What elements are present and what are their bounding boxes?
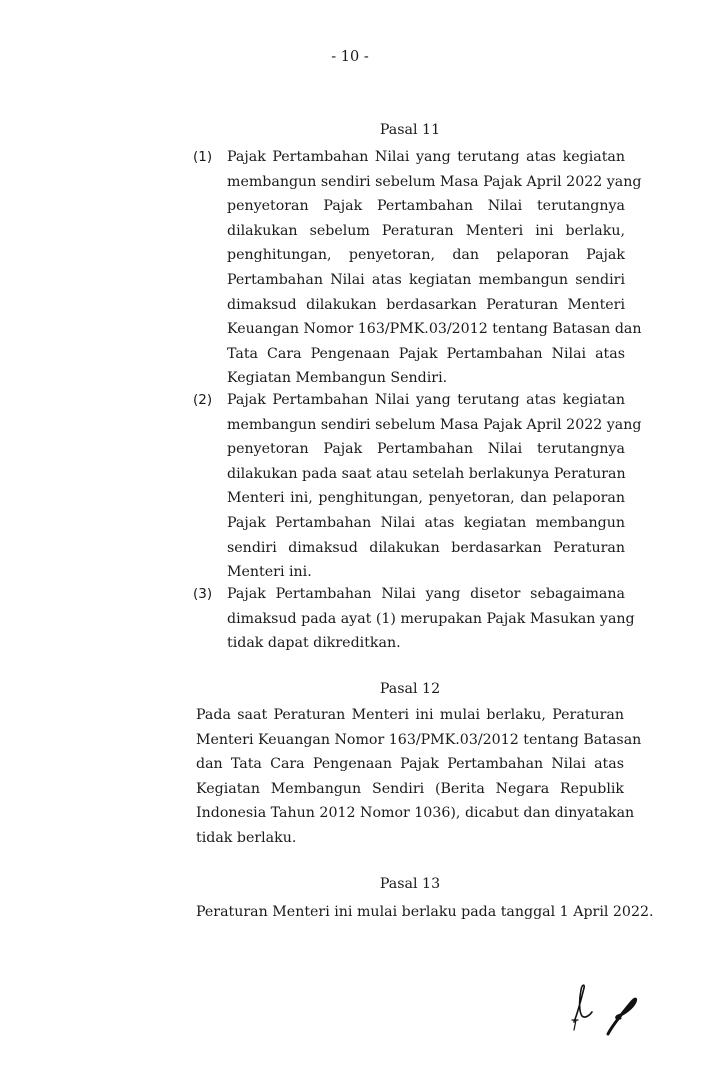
text-line: Pertambahan Nilai atas kegiatan membangun sendiri	[227, 271, 625, 288]
ayat-text	[227, 145, 642, 391]
pasal-11-ayat-1	[193, 145, 642, 391]
text-line: Pajak Pertambahan Nilai yang disetor sebagaimana	[227, 586, 625, 602]
text-line: dilakukan pada saat atau setelah berlakunya Peraturan	[227, 465, 626, 482]
signature-initials-icon	[560, 982, 650, 1038]
text-line: Pajak Pertambahan Nilai yang terutang atas kegiatan	[227, 149, 625, 165]
text-line: membangun sendiri sebelum Masa Pajak April 2022 yang	[227, 416, 642, 433]
text-line: dimaksud dilakukan berdasarkan Peraturan Menteri	[227, 296, 625, 313]
pasal-13-heading: Pasal 13	[379, 876, 441, 892]
text-line: penghitungan, penyetoran, dan pelaporan Pajak	[227, 247, 625, 264]
pasal-12-text	[196, 703, 642, 851]
pasal-13-text	[196, 900, 654, 925]
text-line: penyetoran Pajak Pertambahan Nilai terutangnya	[227, 198, 625, 215]
pasal-11-ayat-2	[193, 388, 642, 585]
ayat-text	[227, 582, 635, 656]
text-line: dilakukan sebelum Peraturan Menteri ini berlaku,	[227, 222, 625, 239]
pasal-12-heading: Pasal 12	[379, 681, 441, 697]
text-line: tidak dapat dikreditkan.	[227, 635, 401, 652]
text-line: penyetoran Pajak Pertambahan Nilai terutangnya	[227, 441, 625, 458]
text-line: dan Tata Cara Pengenaan Pajak Pertambahan Nilai atas	[196, 756, 624, 773]
text-line: Menteri Keuangan Nomor 163/PMK.03/2012 tentang Batasan	[196, 731, 642, 748]
text-line: Menteri ini.	[227, 564, 312, 581]
ayat-number: (2)	[193, 392, 213, 408]
text-line: membangun sendiri sebelum Masa Pajak April 2022 yang	[227, 173, 642, 190]
text-line: Kegiatan Membangun Sendiri (Berita Negara Republik	[196, 780, 624, 797]
text-line: tidak berlaku.	[196, 829, 297, 846]
pasal-11-ayat-3	[193, 582, 635, 656]
text-line: Tata Cara Pengenaan Pajak Pertambahan Nilai atas	[227, 345, 625, 362]
text-line: Kegiatan Membangun Sendiri.	[227, 370, 448, 387]
text-line: Indonesia Tahun 2012 Nomor 1036), dicabut dan dinyatakan	[196, 805, 635, 822]
ayat-text	[227, 388, 642, 585]
text-line: Pajak Pertambahan Nilai atas kegiatan membangun	[227, 514, 625, 531]
text-line: Menteri ini, penghitungan, penyetoran, dan pelaporan	[227, 490, 625, 507]
text-line: Peraturan Menteri ini mulai berlaku pada tanggal 1 April 2022.	[196, 904, 654, 920]
text-line: sendiri dimaksud dilakukan berdasarkan Peraturan	[227, 539, 625, 556]
text-line: Keuangan Nomor 163/PMK.03/2012 tentang Batasan dan	[227, 321, 642, 338]
ayat-number: (3)	[193, 586, 213, 602]
ayat-number: (1)	[193, 149, 213, 165]
page-number: - 10 -	[331, 49, 369, 65]
text-line: Pada saat Peraturan Menteri ini mulai berlaku, Peraturan	[196, 707, 624, 723]
text-line: Pajak Pertambahan Nilai yang terutang atas kegiatan	[227, 392, 625, 408]
text-line: dimaksud pada ayat (1) merupakan Pajak Masukan yang	[227, 610, 635, 627]
pasal-11-heading: Pasal 11	[379, 122, 441, 138]
